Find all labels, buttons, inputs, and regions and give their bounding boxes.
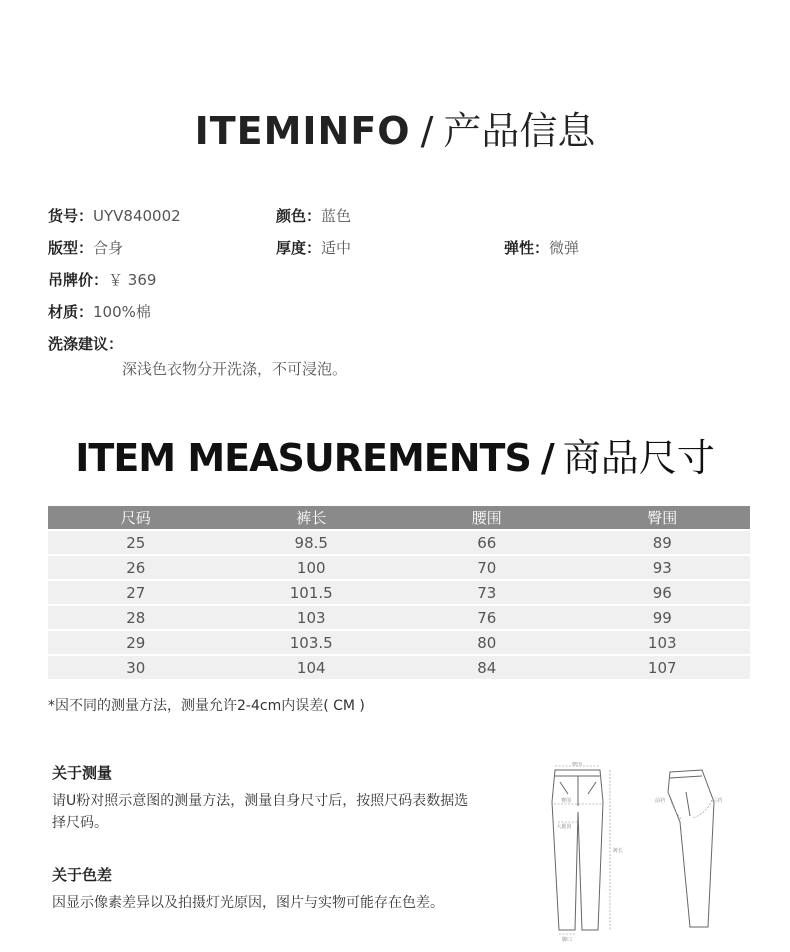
- thickness-field: [276, 238, 351, 258]
- thickness-value: 适中: [321, 239, 352, 257]
- table-row: [48, 655, 750, 679]
- material-label: 材质：: [48, 303, 94, 321]
- fit-label: 版型：: [48, 239, 94, 257]
- table-cell: 25: [48, 530, 224, 555]
- measurements-title-sep: /: [540, 436, 555, 480]
- measurements-title-en: ITEM MEASUREMENTS: [75, 436, 531, 480]
- table-cell: 80: [399, 630, 575, 655]
- table-cell: 27: [48, 580, 224, 605]
- measurements-title: [0, 435, 790, 481]
- table-cell: 100: [224, 555, 400, 580]
- column-header: 臀围: [575, 506, 751, 530]
- table-row: [48, 530, 750, 555]
- pants-front-view: [552, 770, 603, 930]
- material-value: 100%棉: [93, 303, 151, 321]
- column-header: 尺码: [48, 506, 224, 530]
- diagram-label-front-rise: 前裆: [654, 798, 666, 804]
- measurement-note: *因不同的测量方法，测量允许2-4cm内误差( CM ): [48, 698, 365, 714]
- about-measure-text-line: 择尺码。: [52, 815, 108, 831]
- price-value: ￥ 369: [108, 271, 157, 289]
- about-measure-text: [52, 790, 482, 834]
- item-info-title-en: ITEMINFO: [194, 109, 411, 153]
- diagram-label-thigh: 大腿围: [556, 824, 572, 830]
- table-cell: 70: [399, 555, 575, 580]
- price-field: [48, 270, 156, 290]
- about-color-text: 因显示像素差异以及拍摄灯光原因，图片与实物可能存在色差。: [52, 895, 444, 911]
- table-cell: 76: [399, 605, 575, 630]
- about-color-title: 关于色差: [52, 866, 113, 884]
- table-cell: 103: [224, 605, 400, 630]
- thickness-label: 厚度：: [276, 239, 322, 257]
- table-cell: 98.5: [224, 530, 400, 555]
- about-measure-title: 关于测量: [52, 764, 113, 782]
- table-cell: 103.5: [224, 630, 400, 655]
- color-field: [276, 206, 351, 226]
- table-cell: 101.5: [224, 580, 400, 605]
- table-row: [48, 605, 750, 630]
- price-label: 吊牌价：: [48, 271, 109, 289]
- item-info-title: [0, 108, 790, 154]
- table-row: [48, 580, 750, 605]
- material-field: [48, 302, 151, 322]
- table-row: [48, 555, 750, 580]
- elasticity-label: 弹性：: [504, 239, 550, 257]
- elasticity-value: 微弹: [549, 239, 580, 257]
- fit-value: 合身: [93, 239, 124, 257]
- table-row: [48, 630, 750, 655]
- wash-field: [48, 334, 123, 354]
- table-cell: 93: [575, 555, 751, 580]
- table-cell: 99: [575, 605, 751, 630]
- table-cell: 89: [575, 530, 751, 555]
- color-value: 蓝色: [321, 207, 352, 225]
- wash-label: 洗涤建议：: [48, 335, 124, 353]
- table-cell: 107: [575, 655, 751, 679]
- table-cell: 103: [575, 630, 751, 655]
- elasticity-field: [504, 238, 579, 258]
- table-cell: 66: [399, 530, 575, 555]
- diagram-label-waist: 腰围: [571, 762, 583, 767]
- column-header: 腰围: [399, 506, 575, 530]
- diagram-label-length: 裤长: [612, 848, 624, 854]
- color-label: 颜色：: [276, 207, 322, 225]
- sku-field: [48, 206, 181, 226]
- table-cell: 28: [48, 605, 224, 630]
- table-cell: 30: [48, 655, 224, 679]
- sku-label: 货号：: [48, 207, 94, 225]
- table-cell: 26: [48, 555, 224, 580]
- table-cell: 84: [399, 655, 575, 679]
- pants-side-view: [668, 770, 714, 927]
- fit-field: [48, 238, 123, 258]
- table-cell: 73: [399, 580, 575, 605]
- sku-value: UYV840002: [93, 207, 181, 225]
- measurements-title-cn: 商品尺寸: [562, 436, 715, 480]
- wash-value: 深浅色衣物分开洗涤，不可浸泡。: [122, 360, 348, 378]
- size-table-header: [48, 506, 750, 530]
- item-info-title-sep: /: [420, 109, 434, 153]
- table-cell: 29: [48, 630, 224, 655]
- pants-measure-diagram: [540, 762, 740, 942]
- table-cell: 96: [575, 580, 751, 605]
- item-info-title-cn: 产品信息: [443, 109, 596, 153]
- diagram-label-back-rise: 后裆: [712, 798, 723, 804]
- about-measure-text-line: 请U粉对照示意图的测量方法，测量自身尺寸后，按照尺码表数据选: [52, 793, 469, 809]
- column-header: 裤长: [224, 506, 400, 530]
- diagram-label-hip: 臀围: [560, 798, 572, 804]
- size-table: [48, 506, 750, 679]
- diagram-label-hem: 脚口: [561, 937, 573, 942]
- table-cell: 104: [224, 655, 400, 679]
